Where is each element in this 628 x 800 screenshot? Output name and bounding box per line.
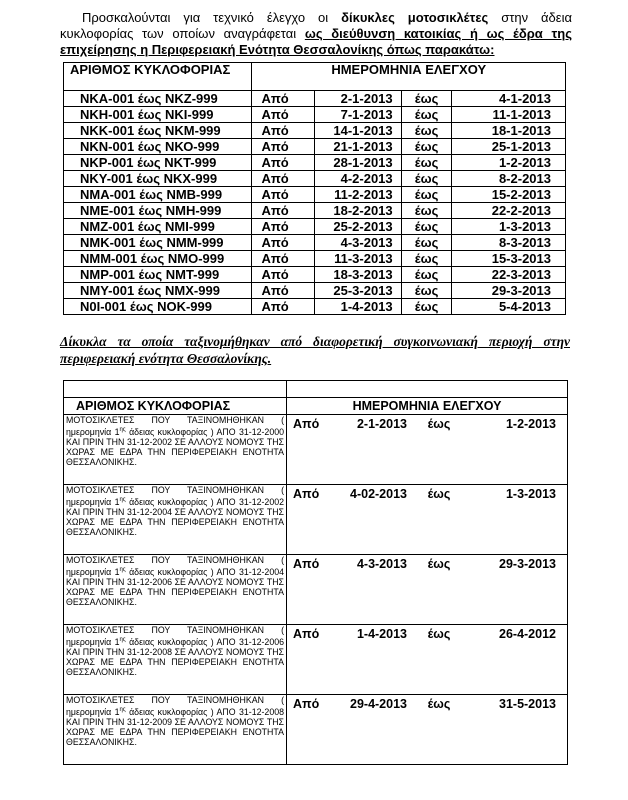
plate-cell: ΝΜΕ-001 έως ΝΜΗ-999 [64,203,252,219]
to-date-cell: 18-1-2013 [452,123,566,139]
table-row [64,235,566,251]
to-date-cell: 22-2-2013 [452,203,566,219]
plate-cell: ΝΚΗ-001 έως ΝΚΙ-999 [64,107,252,123]
description-cell [64,555,287,625]
header-plate: ΑΡΙΘΜΟΣ ΚΥΚΛΟΦΟΡΙΑΣ [64,63,252,91]
to-label-cell: έως [401,235,452,251]
from-date-cell: 21-1-2013 [315,139,401,155]
table-row [64,219,566,235]
to-label-cell: έως [401,203,452,219]
other-region-schedule-table [63,380,568,765]
header-date: ΗΜΕΡΟΜΗΝΙΑ ΕΛΕΓΧΟΥ [252,63,566,91]
description-text: ΜΟΤΟΣΙΚΛΕΤΕΣ ΠΟΥ ΤΑΞΙΝΟΜΗΘΗΚΑΝ ( ημερομηνία 1 [66,415,284,437]
from-date-cell: 11-2-2013 [315,187,401,203]
header-date: ΗΜΕΡΟΜΗΝΙΑ ΕΛΕΓΧΟΥ [287,398,568,415]
from-date-cell: 14-1-2013 [315,123,401,139]
to-date: 29-3-2013 [499,557,556,571]
to-date-cell: 8-2-2013 [452,171,566,187]
plate-cell: ΝΜΜ-001 έως ΝΜΟ-999 [64,251,252,267]
table-row [64,625,568,695]
intro-paragraph [60,10,572,58]
from-date: 29-4-2013 [350,697,407,711]
description-cell [64,625,287,695]
from-date: 4-02-2013 [350,487,407,501]
description-text: ΜΟΤΟΣΙΚΛΕΤΕΣ ΠΟΥ ΤΑΞΙΝΟΜΗΘΗΚΑΝ ( ημερομηνία 1 [66,555,284,577]
description-superscript: ης [119,567,126,573]
from-label: Από [293,627,320,641]
to-date-cell: 25-1-2013 [452,139,566,155]
plate-cell: ΝΚΥ-001 έως ΝΚΧ-999 [64,171,252,187]
from-label-cell: Από [252,187,315,203]
to-label-cell: έως [401,107,452,123]
description-superscript: ης [119,497,126,503]
table-row [64,187,566,203]
description-cell [64,485,287,555]
table-row [64,267,566,283]
to-date-cell: 8-3-2013 [452,235,566,251]
to-date-cell: 4-1-2013 [452,91,566,107]
to-date-cell: 1-3-2013 [452,219,566,235]
to-label-cell: έως [401,187,452,203]
description-text: ΜΟΤΟΣΙΚΛΕΤΕΣ ΠΟΥ ΤΑΞΙΝΟΜΗΘΗΚΑΝ ( ημερομηνία 1 [66,625,284,647]
from-label-cell: Από [252,91,315,107]
description-text: ΜΟΤΟΣΙΚΛΕΤΕΣ ΠΟΥ ΤΑΞΙΝΟΜΗΘΗΚΑΝ ( ημερομηνία 1 [66,695,284,717]
blank-row [64,381,568,398]
plate-cell: ΝΜΡ-001 έως ΝΜΤ-999 [64,267,252,283]
to-label: έως [427,557,451,571]
to-date-cell: 15-2-2013 [452,187,566,203]
from-label-cell: Από [252,155,315,171]
from-label-cell: Από [252,107,315,123]
from-date: 4-3-2013 [356,557,407,571]
description-cell [64,695,287,765]
to-date: 31-5-2013 [499,697,556,711]
to-label-cell: έως [401,139,452,155]
description-superscript: ης [119,707,126,713]
table-row [64,283,566,299]
header-plate: ΑΡΙΘΜΟΣ ΚΥΚΛΟΦΟΡΙΑΣ [64,398,287,415]
date-range-cell [287,415,568,485]
plate-cell: ΝΜΥ-001 έως ΝΜΧ-999 [64,283,252,299]
table-row [64,139,566,155]
from-date-cell: 18-2-2013 [315,203,401,219]
to-label: έως [427,487,451,501]
to-date: 26-4-2012 [499,627,556,641]
from-date-cell: 1-4-2013 [315,299,401,315]
from-label-cell: Από [252,171,315,187]
date-range-cell [287,625,568,695]
from-date: 1-4-2013 [356,627,407,641]
plate-cell: ΝΚΝ-001 έως ΝΚΟ-999 [64,139,252,155]
to-date-cell: 29-3-2013 [452,283,566,299]
from-label-cell: Από [252,299,315,315]
description-text-cont: άδειας κυκλοφορίας ) ΑΠΟ 31-12-2002 ΚΑΙ ΠΡΙΝ ΤΗΝ 31-12-2004 ΣΕ ΑΛΛΟΥΣ ΝΟΜΟΥΣ ΤΗΣ ΧΩΡΑΣ ΜΕ ΕΔΡΑ ΤΗΝ ΠΕΡΙΦΕΡΕΙΑΚΗ ΕΝΟΤΗΤΑ ΘΕΣΣΑΛΟΝΙΚΗΣ. [66,496,284,537]
table-row [64,695,568,765]
from-label-cell: Από [252,251,315,267]
blank-cell [64,381,287,398]
from-label: Από [293,417,320,431]
table-header-row [64,63,566,91]
plate-cell: ΝΚΡ-001 έως ΝΚΤ-999 [64,155,252,171]
to-label-cell: έως [401,267,452,283]
to-date: 1-3-2013 [505,487,556,501]
description-text-cont: άδειας κυκλοφορίας ) ΑΠΟ 31-12-2006 ΚΑΙ ΠΡΙΝ ΤΗΝ 31-12-2008 ΣΕ ΑΛΛΟΥΣ ΝΟΜΟΥΣ ΤΗΣ ΧΩΡΑΣ ΜΕ ΕΔΡΑ ΤΗΝ ΠΕΡΙΦΕΡΕΙΑΚΗ ΕΝΟΤΗΤΑ ΘΕΣΣΑΛΟΝΙΚΗΣ. [66,636,284,677]
description-superscript: ης [119,427,126,433]
from-label: Από [293,487,320,501]
to-date-cell: 15-3-2013 [452,251,566,267]
plate-cell: ΝΜΑ-001 έως ΝΜΒ-999 [64,187,252,203]
from-label-cell: Από [252,139,315,155]
to-date-cell: 1-2-2013 [452,155,566,171]
table-row [64,485,568,555]
from-label: Από [293,697,320,711]
section-2-title: Δίκυκλα τα οποία ταξινομήθηκαν από διαφορετική συγκοινωνιακή περιοχή στην περιφερειακή ενότητα Θεσσαλονίκης. [60,334,570,366]
from-date-cell: 11-3-2013 [315,251,401,267]
to-date: 1-2-2013 [505,417,556,431]
to-label-cell: έως [401,171,452,187]
to-label: έως [427,627,451,641]
to-label-cell: έως [401,123,452,139]
plate-cell: ΝΜΖ-001 έως ΝΜΙ-999 [64,219,252,235]
to-label: έως [427,417,451,431]
from-date-cell: 2-1-2013 [315,91,401,107]
to-label-cell: έως [401,283,452,299]
blank-cell [287,381,568,398]
from-date-cell: 4-3-2013 [315,235,401,251]
to-label-cell: έως [401,155,452,171]
from-label-cell: Από [252,123,315,139]
table-row [64,203,566,219]
from-date-cell: 25-2-2013 [315,219,401,235]
to-label-cell: έως [401,219,452,235]
date-range-cell [287,695,568,765]
table-row [64,171,566,187]
plate-cell: Ν0Ι-001 έως ΝΟΚ-999 [64,299,252,315]
from-label: Από [293,557,320,571]
from-date-cell: 7-1-2013 [315,107,401,123]
description-text-cont: άδειας κυκλοφορίας ) ΑΠΟ 31-12-2004 ΚΑΙ ΠΡΙΝ ΤΗΝ 31-12-2006 ΣΕ ΑΛΛΟΥΣ ΝΟΜΟΥΣ ΤΗΣ ΧΩΡΑΣ ΜΕ ΕΔΡΑ ΤΗΝ ΠΕΡΙΦΕΡΕΙΑΚΗ ΕΝΟΤΗΤΑ ΘΕΣΣΑΛΟΝΙΚΗΣ. [66,566,284,607]
intro-bold-2: ως διεύθυνση κατοικίας ή ως έδρα της επιχείρησης η Περιφερειακή Ενότητα Θεσσαλονίκης όπως παρακάτω: [60,26,572,57]
description-text: ΜΟΤΟΣΙΚΛΕΤΕΣ ΠΟΥ ΤΑΞΙΝΟΜΗΘΗΚΑΝ ( ημερομηνία 1 [66,485,284,507]
description-text-cont: άδειας κυκλοφορίας ) ΑΠΟ 31-12-2008 ΚΑΙ ΠΡΙΝ ΤΗΝ 31-12-2009 ΣΕ ΑΛΛΟΥΣ ΝΟΜΟΥΣ ΤΗΣ ΧΩΡΑΣ ΜΕ ΕΔΡΑ ΤΗΝ ΠΕΡΙΦΕΡΕΙΑΚΗ ΕΝΟΤΗΤΑ ΘΕΣΣΑΛΟΝΙΚΗΣ. [66,706,284,747]
plate-cell: ΝΚΑ-001 έως ΝΚΖ-999 [64,91,252,107]
table-row [64,299,566,315]
from-label-cell: Από [252,219,315,235]
date-range-cell [287,555,568,625]
description-cell [64,415,287,485]
table-row [64,155,566,171]
to-label-cell: έως [401,91,452,107]
from-label-cell: Από [252,203,315,219]
from-label-cell: Από [252,283,315,299]
table-row [64,251,566,267]
from-date: 2-1-2013 [356,417,407,431]
table-row [64,91,566,107]
to-date-cell: 22-3-2013 [452,267,566,283]
plate-cell: ΝΜΚ-001 έως ΝΜΜ-999 [64,235,252,251]
from-date-cell: 25-3-2013 [315,283,401,299]
from-date-cell: 28-1-2013 [315,155,401,171]
to-label-cell: έως [401,299,452,315]
intro-text-1: Προσκαλούνται για τεχνικό έλεγχο οι [82,10,342,25]
to-date-cell: 5-4-2013 [452,299,566,315]
table-header-row [64,398,568,415]
table-row [64,107,566,123]
intro-text-2: στην άδεια κυκλοφορίας των οποίων αναγράφεται [60,10,572,41]
to-label: έως [427,697,451,711]
from-date-cell: 18-3-2013 [315,267,401,283]
from-label-cell: Από [252,235,315,251]
to-date-cell: 11-1-2013 [452,107,566,123]
intro-bold-1: δίκυκλες μοτοσικλέτες [341,10,489,25]
table-row [64,123,566,139]
date-range-cell [287,485,568,555]
table-row [64,415,568,485]
from-date-cell: 4-2-2013 [315,171,401,187]
description-superscript: ης [119,637,126,643]
description-text-cont: άδειας κυκλοφορίας ) ΑΠΟ 31-12-2000 ΚΑΙ ΠΡΙΝ ΤΗΝ 31-12-2002 ΣΕ ΑΛΛΟΥΣ ΝΟΜΟΥΣ ΤΗΣ ΧΩΡΑΣ ΜΕ ΕΔΡΑ ΤΗΝ ΠΕΡΙΦΕΡΕΙΑΚΗ ΕΝΟΤΗΤΑ ΘΕΣΣΑΛΟΝΙΚΗΣ. [66,426,284,467]
plate-cell: ΝΚΚ-001 έως ΝΚΜ-999 [64,123,252,139]
inspection-schedule-table [63,62,566,315]
from-label-cell: Από [252,267,315,283]
to-label-cell: έως [401,251,452,267]
table-row [64,555,568,625]
